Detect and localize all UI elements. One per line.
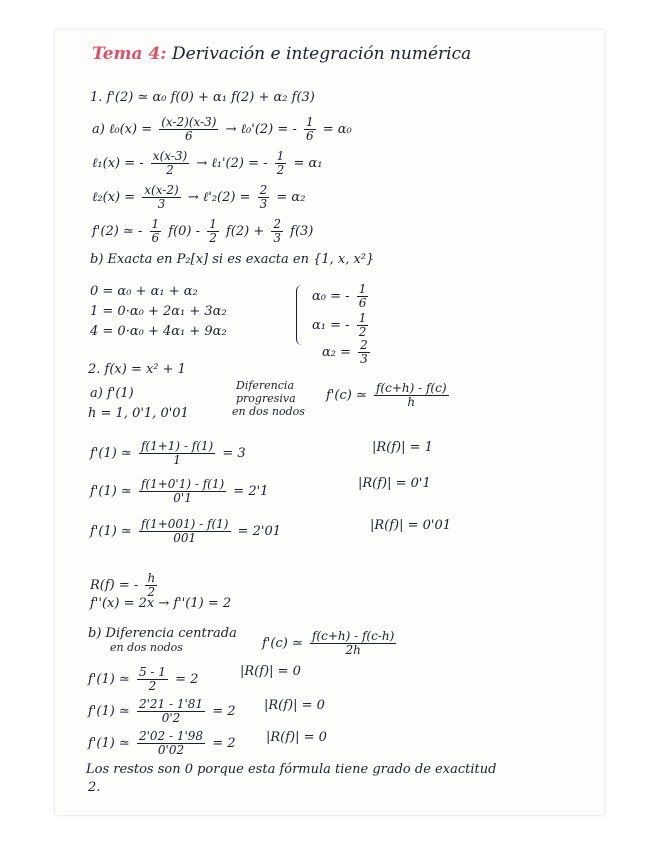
- l2-res-den: 3: [259, 197, 268, 211]
- fe3-den: 001: [173, 531, 197, 545]
- fe2-lhs: f'(1) ≃: [90, 484, 132, 499]
- system-eq-2: 1 = 0·α₀ + 2α₁ + 3α₂: [90, 304, 227, 319]
- l0-num: (x-2)(x-3): [161, 115, 217, 129]
- l0-res-num: 1: [305, 115, 314, 129]
- sol-a1-lhs: α₁ = -: [312, 318, 350, 333]
- fe3-num: f(1+001) - f(1): [140, 517, 229, 531]
- cen-fraction: [310, 630, 396, 657]
- forward-eval-2: [90, 478, 268, 505]
- conclusion-line-2: 2.: [88, 780, 101, 795]
- fe1-fraction: [139, 440, 215, 467]
- coef-a-den: 6: [151, 231, 160, 245]
- rf-lhs: R(f) = -: [90, 578, 139, 593]
- fe2-result: = 2'1: [233, 484, 269, 499]
- system-eq-1: 0 = α₀ + α₁ + α₂: [90, 284, 198, 299]
- forward-error-1: |R(f)| = 1: [372, 440, 433, 455]
- sol-a1-den: 2: [358, 325, 367, 339]
- l1-alpha: = α₁: [293, 156, 323, 171]
- ce2-num: 2'21 - 1'81: [138, 697, 204, 711]
- coef-c-num: 2: [273, 217, 282, 231]
- dif-centrada-2: en dos nodos: [110, 641, 183, 654]
- central-error-3: |R(f)| = 0: [266, 730, 327, 745]
- exactness-statement: b) Exacta en P₂[x] si es exacta en {1, x, x²}: [90, 252, 375, 267]
- ce3-den: 0'02: [157, 743, 185, 757]
- ex1-statement: 1. f'(2) ≃ α₀ f(0) + α₁ f(2) + α₂ f(3): [90, 90, 315, 105]
- ce1-den: 2: [148, 679, 157, 693]
- l0-res-den: 6: [305, 129, 314, 143]
- sol-a0-num: 1: [358, 282, 367, 296]
- dif-centrada-1: b) Diferencia centrada: [88, 626, 237, 641]
- l0-den: 6: [185, 129, 193, 143]
- fe1-result: = 3: [222, 446, 246, 461]
- fwd-lhs: f'(c) ≃: [326, 388, 367, 403]
- sol-a1-num: 1: [358, 311, 367, 325]
- central-eval-3: [88, 730, 236, 757]
- ce3-fraction: [137, 730, 205, 757]
- ce3-num: 2'02 - 1'98: [138, 729, 204, 743]
- coef-b: [207, 218, 219, 245]
- solution-alpha1: [312, 312, 371, 339]
- ce2-den: 0'2: [161, 711, 181, 725]
- l0-fraction: [159, 116, 218, 143]
- l2-num: x(x-2): [144, 183, 179, 197]
- term-a: f(0) -: [168, 224, 201, 239]
- formula-lhs: f'(2) ≃ -: [92, 224, 143, 239]
- fe2-fraction: [139, 478, 226, 505]
- l1-fraction: [151, 150, 189, 177]
- l1-result-fraction: [275, 150, 287, 177]
- cen-lhs: f'(c) ≃: [262, 636, 303, 651]
- l2-den: 3: [157, 197, 166, 211]
- l1-den: 2: [166, 163, 174, 177]
- remainder-formula: [90, 572, 160, 599]
- sol-a0-fraction: [357, 283, 369, 310]
- coef-c: [271, 218, 283, 245]
- sol-a0-den: 6: [358, 296, 367, 310]
- rf-num: h: [147, 571, 156, 585]
- fe3-fraction: [139, 518, 231, 545]
- l2-alpha: = α₂: [276, 190, 306, 205]
- coef-b-den: 2: [209, 231, 217, 245]
- sol-a2-num: 2: [360, 338, 368, 352]
- sol-a2-lhs: α₂ =: [322, 345, 352, 360]
- fe2-den: 0'1: [173, 491, 192, 505]
- ce3-result: = 2: [212, 736, 236, 751]
- l1-num: x(x-3): [152, 149, 188, 163]
- system-brace: [296, 285, 303, 345]
- page-title: [92, 46, 471, 62]
- title-subject: Derivación e integración numérica: [171, 44, 472, 64]
- l0-result-fraction: [304, 116, 316, 143]
- term-c: f(3): [290, 224, 314, 239]
- ex2a-label: a) f'(1): [90, 386, 134, 401]
- rf-den: 2: [147, 585, 156, 599]
- central-error-1: |R(f)| = 0: [240, 664, 301, 679]
- fe3-result: = 2'01: [237, 524, 282, 539]
- dif-progresiva-3: en dos nodos: [232, 405, 305, 418]
- l2-res-num: 2: [259, 183, 268, 197]
- coef-a: [150, 218, 162, 245]
- dif-progresiva-2: progresiva: [236, 392, 296, 405]
- l2-lhs: ℓ₂(x) =: [92, 190, 136, 205]
- forward-eval-3: [90, 518, 281, 545]
- l2-equation: [92, 184, 305, 211]
- forward-error-2: |R(f)| = 0'1: [358, 476, 431, 491]
- ce2-result: = 2: [212, 704, 236, 719]
- cen-num: f(c+h) - f(c-h): [311, 629, 395, 643]
- forward-error-3: |R(f)| = 0'01: [370, 518, 452, 533]
- sol-a2-den: 3: [360, 352, 368, 366]
- coef-b-num: 1: [209, 217, 217, 231]
- title-topic-label: Tema 4:: [92, 44, 167, 64]
- solution-alpha2: [322, 339, 373, 366]
- central-eval-2: [88, 698, 236, 725]
- ce1-result: = 2: [175, 672, 199, 687]
- fwd-fraction: [374, 382, 449, 409]
- ce1-num: 5 - 1: [138, 665, 166, 679]
- forward-diff-formula: [326, 382, 452, 409]
- coef-c-den: 3: [273, 231, 282, 245]
- cen-den: 2h: [345, 643, 361, 657]
- derivative-formula: [92, 218, 313, 245]
- fe3-lhs: f'(1) ≃: [90, 524, 132, 539]
- l1-lhs: ℓ₁(x) = -: [92, 156, 144, 171]
- fe1-num: f(1+1) - f(1): [140, 439, 214, 453]
- sol-a2-fraction: [358, 339, 370, 366]
- l1-deriv: → ℓ₁'(2) = -: [196, 156, 268, 171]
- ce1-fraction: [137, 666, 168, 693]
- second-derivative: f''(x) = 2x → f''(1) = 2: [90, 596, 232, 611]
- fe1-den: 1: [173, 453, 181, 467]
- conclusion-line-1: Los restos son 0 porque esta fórmula tiene grado de exactitud: [86, 762, 497, 777]
- fwd-den: h: [407, 395, 416, 409]
- l0-deriv: → ℓ₀'(2) = -: [225, 122, 297, 137]
- system-eq-3: 4 = 0·α₀ + 4α₁ + 9α₂: [90, 324, 227, 339]
- l0-alpha: = α₀: [322, 122, 352, 137]
- l0-equation: [92, 116, 352, 143]
- term-b: f(2) +: [225, 224, 265, 239]
- fwd-num: f(c+h) - f(c): [375, 381, 447, 395]
- coef-a-num: 1: [151, 217, 160, 231]
- ce2-fraction: [137, 698, 205, 725]
- l2-result-fraction: [258, 184, 270, 211]
- rf-fraction: [145, 572, 157, 599]
- sol-a1-fraction: [357, 312, 369, 339]
- h-values: h = 1, 0'1, 0'01: [88, 406, 189, 421]
- forward-eval-1: [90, 440, 246, 467]
- l1-equation: [92, 150, 322, 177]
- ce3-lhs: f'(1) ≃: [88, 736, 130, 751]
- l2-fraction: [142, 184, 180, 211]
- l2-deriv: → ℓ'₂(2) =: [187, 190, 251, 205]
- central-diff-formula: [262, 630, 399, 657]
- dif-progresiva-1: Diferencia: [236, 379, 295, 392]
- l1-res-num: 1: [276, 149, 285, 163]
- fe1-lhs: f'(1) ≃: [90, 446, 132, 461]
- ce1-lhs: f'(1) ≃: [88, 672, 130, 687]
- ce2-lhs: f'(1) ≃: [88, 704, 130, 719]
- ex2-statement: 2. f(x) = x² + 1: [88, 362, 186, 377]
- l1-res-den: 2: [276, 163, 285, 177]
- l0-lhs: a) ℓ₀(x) =: [92, 122, 153, 137]
- sol-a0-lhs: α₀ = -: [312, 289, 350, 304]
- central-eval-1: [88, 666, 198, 693]
- solution-alpha0: [312, 283, 371, 310]
- fe2-num: f(1+0'1) - f(1): [140, 477, 225, 491]
- central-error-2: |R(f)| = 0: [264, 698, 325, 713]
